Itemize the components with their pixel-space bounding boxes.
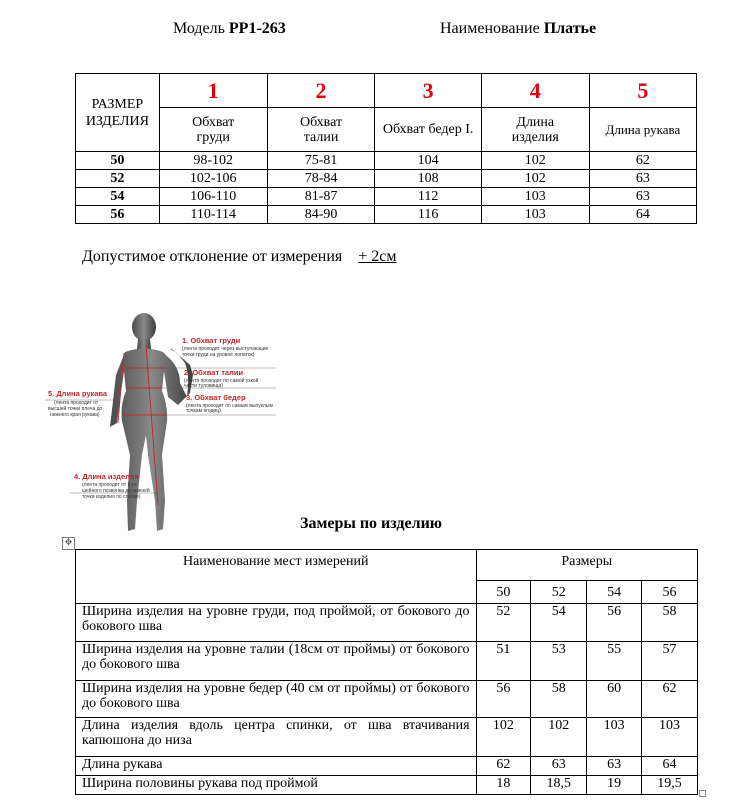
table-cell: 75-81 [267, 152, 375, 170]
table-cell: 81-87 [267, 188, 375, 206]
table-row [76, 152, 697, 170]
measure-name: Ширина изделия на уровне бедер (40 см от проймы) от бокового до бокового шва [76, 681, 477, 718]
model-value: РР1-263 [228, 20, 286, 37]
end-of-cell-marker [699, 790, 706, 797]
name-value: Платье [543, 20, 597, 37]
model-label: Модель [173, 20, 225, 37]
column-number-3: 3 [375, 74, 481, 108]
column-number-4: 4 [481, 74, 589, 108]
table-cell: 102 [481, 170, 589, 188]
measure-name: Ширина половины рукава под проймой [76, 776, 477, 795]
measurements-table [75, 549, 698, 795]
table-cell: 116 [375, 206, 481, 224]
table-cell: 19 [587, 776, 642, 795]
table-cell: 110-114 [159, 206, 267, 224]
label-waist: 2. Обхват талии [184, 368, 244, 377]
table-row [76, 757, 698, 776]
svg-text:точки груди на уровне лопаток): точки груди на уровне лопаток) [182, 352, 255, 358]
product-name-heading [440, 20, 596, 38]
size-cell: 56 [76, 206, 160, 224]
svg-text:(лента проходит по самым выпук: (лента проходит по самым выпуклым [186, 403, 273, 409]
table-cell: 56 [587, 604, 642, 642]
body-measurement-figure [40, 305, 290, 535]
column-label-4: Длина изделия [481, 108, 589, 152]
table-cell: 106-110 [159, 188, 267, 206]
svg-text:точкам ягодиц): точкам ягодиц) [186, 408, 221, 414]
measure-name: Длина изделия вдоль центра спинки, от шва втачивания капюшона до низа [76, 718, 477, 757]
table-cell: 62 [641, 681, 697, 718]
table-cell: 103 [641, 718, 697, 757]
column-number-1: 1 [159, 74, 267, 108]
table-cell: 78-84 [267, 170, 375, 188]
table-cell: 64 [589, 206, 696, 224]
column-label-3: Обхват бедер І. [375, 108, 481, 152]
column-label-1: Обхват груди [159, 108, 267, 152]
svg-text:шейного позвонка до нижней: шейного позвонка до нижней [82, 488, 150, 494]
table-cell: 63 [531, 757, 587, 776]
svg-text:точки изделия по спинке): точки изделия по спинке) [82, 494, 141, 500]
size-header-cell: 52 [531, 581, 587, 604]
label-sleeve: 5. Длина рукава [48, 389, 108, 398]
table-cell: 63 [589, 170, 696, 188]
table-cell: 54 [531, 604, 587, 642]
svg-text:(лента проходит по самой узкой: (лента проходит по самой узкой [184, 378, 259, 384]
measure-name: Ширина изделия на уровне груди, под проймой, от бокового до бокового шва [76, 604, 477, 642]
table-cell: 63 [589, 188, 696, 206]
table-cell: 103 [481, 188, 589, 206]
table-row [76, 642, 698, 681]
table-move-handle-icon[interactable]: ✥ [62, 537, 75, 550]
table-cell: 102-106 [159, 170, 267, 188]
column-number-2: 2 [267, 74, 375, 108]
size-cell: 52 [76, 170, 160, 188]
table-row [76, 206, 697, 224]
size-cell: 54 [76, 188, 160, 206]
column-number-5: 5 [589, 74, 696, 108]
table-cell: 98-102 [159, 152, 267, 170]
svg-text:высшей точки плеча до: высшей точки плеча до [48, 406, 103, 412]
table-cell: 103 [587, 718, 642, 757]
table-cell: 18,5 [531, 776, 587, 795]
name-label: Наименование [440, 20, 540, 37]
label-hips: 3. Обхват бедер [186, 393, 246, 402]
size-cell: 50 [76, 152, 160, 170]
size-header-cell: 56 [641, 581, 697, 604]
table-cell: 18 [476, 776, 531, 795]
table-cell: 63 [587, 757, 642, 776]
sizes-header: Размеры [476, 550, 697, 581]
size-table [75, 73, 697, 224]
table-cell: 102 [481, 152, 589, 170]
table-cell: 56 [476, 681, 531, 718]
svg-text:(лента проходит через выступаю: (лента проходит через выступающие [182, 346, 269, 352]
column-label-5: Длина рукава [589, 108, 696, 152]
table-cell: 55 [587, 642, 642, 681]
table-row [76, 604, 698, 642]
table-row [76, 776, 698, 795]
tolerance-value: + 2см [358, 248, 397, 265]
tolerance-text: Допустимое отклонение от измерения [82, 248, 343, 265]
table-cell: 62 [476, 757, 531, 776]
model-heading [173, 20, 286, 38]
column-label-2: Обхват талии [267, 108, 375, 152]
table-cell: 58 [641, 604, 697, 642]
table-cell: 52 [476, 604, 531, 642]
table-row [76, 170, 697, 188]
table-cell: 108 [375, 170, 481, 188]
size-header-cell: 54 [587, 581, 642, 604]
table-cell: 104 [375, 152, 481, 170]
table-cell: 102 [476, 718, 531, 757]
measure-name: Длина рукава [76, 757, 477, 776]
measure-name: Ширина изделия на уровне талии (18см от проймы) от бокового до бокового шва [76, 642, 477, 681]
svg-text:части туловища): части туловища) [184, 383, 223, 389]
table-cell: 102 [531, 718, 587, 757]
table-cell: 53 [531, 642, 587, 681]
tolerance-note [82, 248, 396, 266]
label-length: 4. Длина изделия [74, 472, 139, 481]
svg-text:(лента проходит от 6-го: (лента проходит от 6-го [82, 482, 137, 488]
measurements-title: Замеры по изделию [300, 515, 443, 532]
size-corner-label: РАЗМЕР ИЗДЕЛИЯ [76, 74, 160, 152]
table-cell: 84-90 [267, 206, 375, 224]
table-row [76, 681, 698, 718]
table-row [76, 188, 697, 206]
table-row [76, 718, 698, 757]
table-cell: 60 [587, 681, 642, 718]
name-header: Наименование мест измерений [76, 550, 477, 604]
table-cell: 51 [476, 642, 531, 681]
table-cell: 58 [531, 681, 587, 718]
table-cell: 112 [375, 188, 481, 206]
table-cell: 57 [641, 642, 697, 681]
table-cell: 19,5 [641, 776, 697, 795]
svg-text:нижнего края рукава): нижнего края рукава) [50, 412, 100, 418]
table-cell: 64 [641, 757, 697, 776]
size-header-cell: 50 [476, 581, 531, 604]
label-bust: 1. Обхват груди [182, 336, 241, 345]
table-cell: 103 [481, 206, 589, 224]
table-cell: 62 [589, 152, 696, 170]
svg-text:(лента проходит от: (лента проходит от [54, 400, 99, 406]
